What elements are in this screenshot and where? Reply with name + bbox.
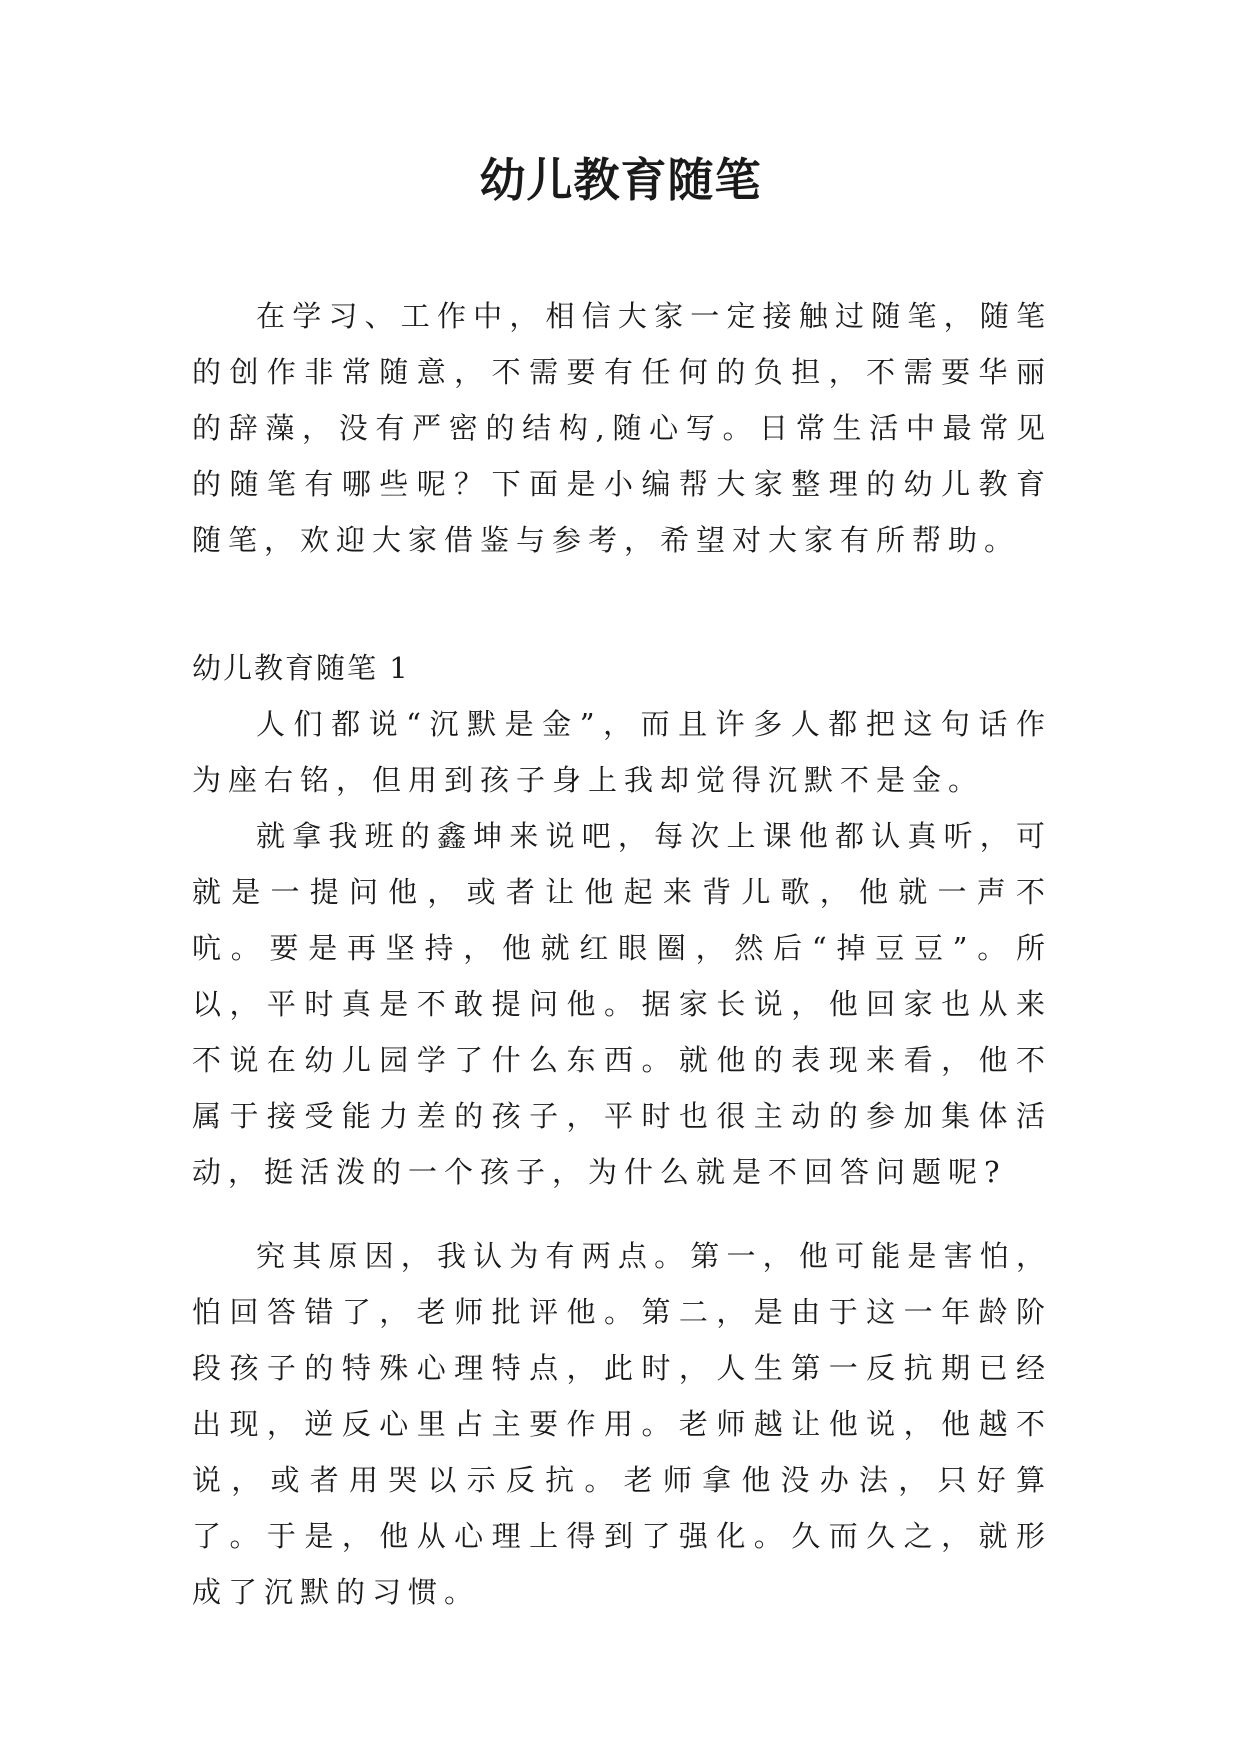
body-paragraph-3: 究其原因，我认为有两点。第一，他可能是害怕，怕回答错了，老师批评他。第二，是由于这一年龄阶段孩子的特殊心理特点，此时，人生第一反抗期已经出现，逆反心里占主要作用。老师越让他说，他越不说，或者用哭以示反抗。老师拿他没办法，只好算了。于是，他从心理上得到了强化。久而久之，就形成了沉默的习惯。 xyxy=(192,1239,1052,1609)
document-title: 幼儿教育随笔 xyxy=(479,153,762,207)
section-heading: 幼儿教育随笔 1 xyxy=(192,651,410,685)
intro-paragraph: 在学习、工作中，相信大家一定接触过随笔，随笔的创作非常随意，不需要有任何的负担，不需要华丽的辞藻，没有严密的结构,随心写。日常生活中最常见的随笔有哪些呢？下面是小编帮大家整理的幼儿教育随笔，欢迎大家借鉴与参考，希望对大家有所帮助。 xyxy=(192,299,1052,557)
body-paragraph-1: 人们都说“沉默是金”，而且许多人都把这句话作为座右铭，但用到孩子身上我却觉得沉默不是金。 xyxy=(192,707,1052,797)
body-paragraph-2: 就拿我班的鑫坤来说吧，每次上课他都认真听，可就是一提问他，或者让他起来背儿歌，他就一声不吭。要是再坚持，他就红眼圈，然后“掉豆豆”。所以，平时真是不敢提问他。据家长说，他回家也从来不说在幼儿园学了什么东西。就他的表现来看，他不属于接受能力差的孩子，平时也很主动的参加集体活动，挺活泼的一个孩子，为什么就是不回答问题呢? xyxy=(192,819,1052,1189)
